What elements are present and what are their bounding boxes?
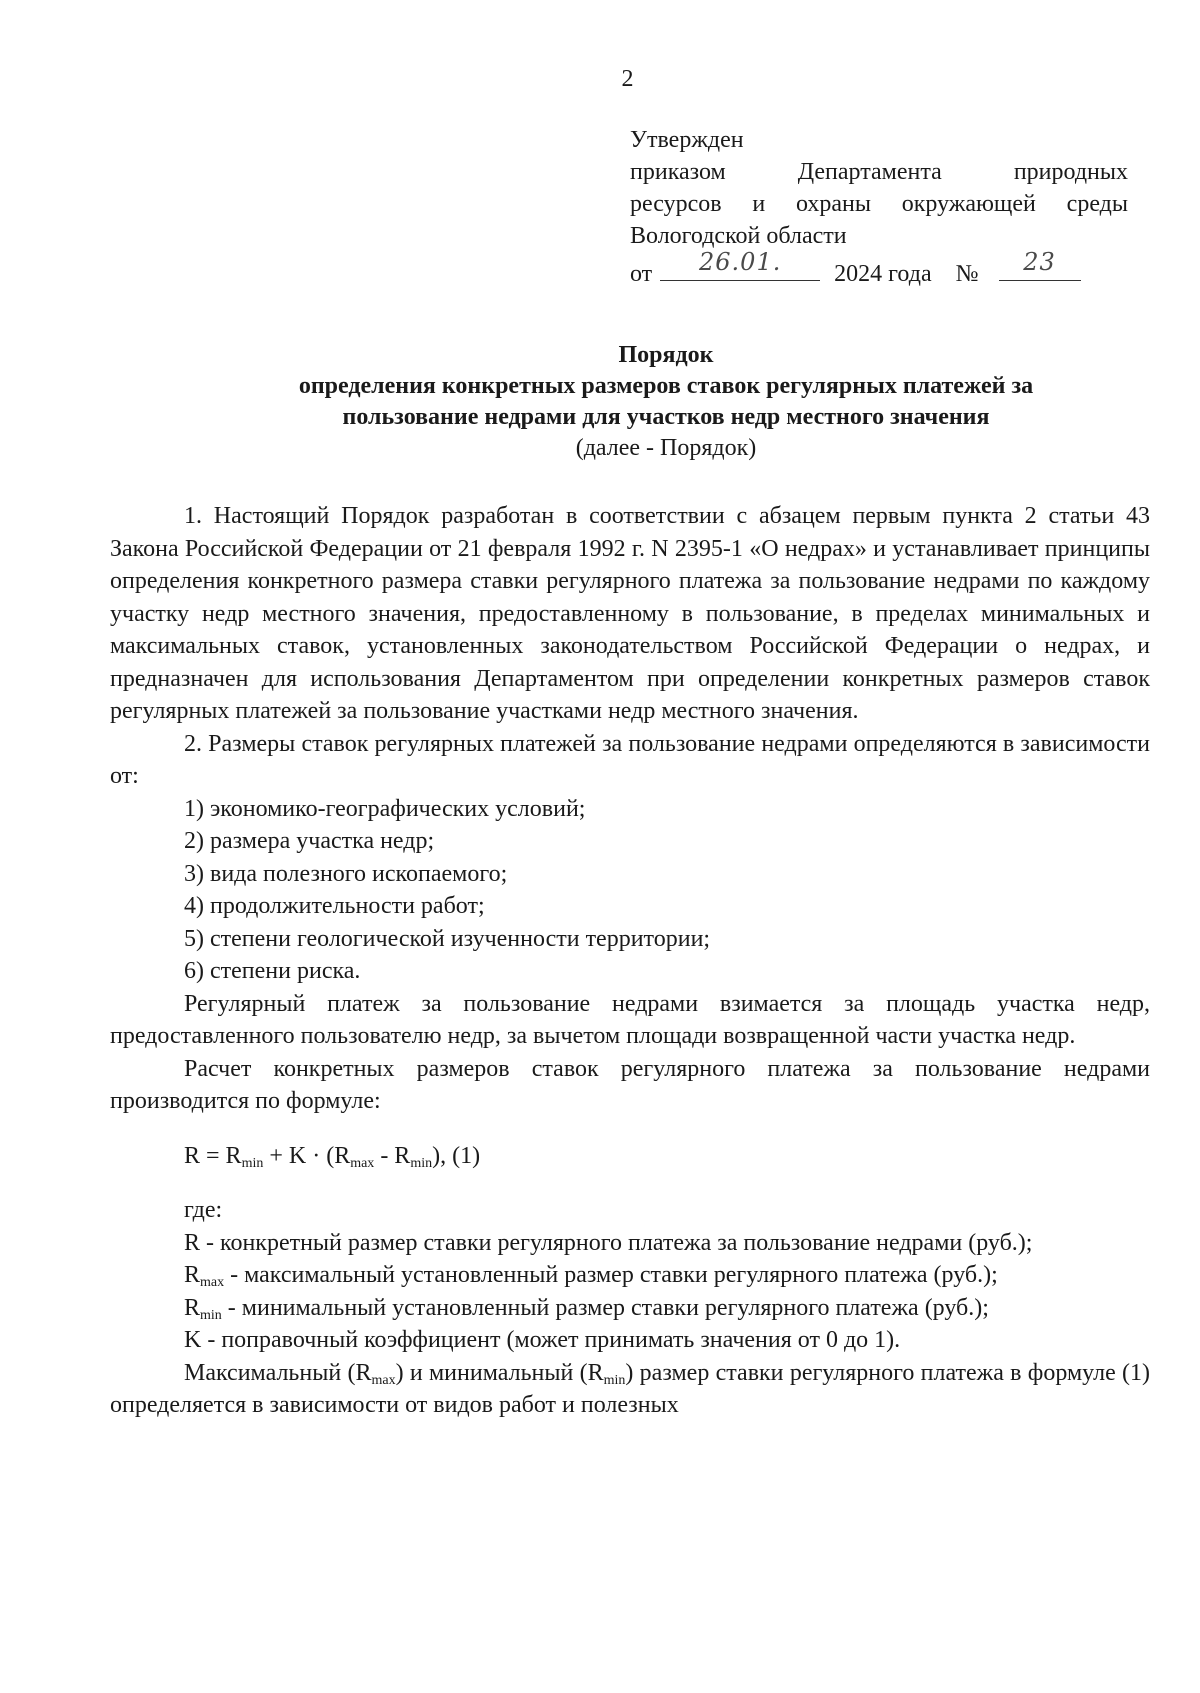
list-item: 3) вида полезного ископаемого; (184, 860, 508, 887)
definition-k: K - поправочный коэффициент (может принимать значения от 0 до 1). (184, 1327, 901, 1353)
approval-line-3: ресурсов и охраны окружающей среды (630, 191, 1128, 217)
definition-rmin: $R_{min}$ - минимальный установленный размер ставки регулярного платежа (руб.); (184, 1294, 989, 1323)
title-line-3: пользование недрами для участков недр местного значения (342, 404, 990, 430)
handwritten-number: 23 (1023, 248, 1056, 276)
where-label: где: (184, 1197, 223, 1223)
paragraph-4: Расчет конкретных размеров ставок регулярного платежа за пользование недрами производится по формуле: (110, 1055, 1150, 1114)
approval-line-4: Вологодской области (630, 223, 847, 249)
paragraph-last: Максимальный $(R_{max})$ и минимальный $(R_{min})$ размер ставки регулярного платежа в формуле (1) определяется в зависимости от видов работ и полезных (110, 1359, 1151, 1418)
approval-stamp-block (630, 124, 1128, 290)
year-label: 2024 года (834, 261, 932, 287)
approval-line-2: приказом Департамента природных (630, 159, 1128, 185)
number-field (999, 248, 1081, 281)
list-item: 4) продолжительности работ; (184, 893, 485, 919)
title-line-2: определения конкретных размеров ставок регулярных платежей за (298, 373, 1034, 399)
definition-rmax: $R_{max}$ - максимальный установленный размер ставки регулярного платежа (руб.); (184, 1262, 998, 1290)
date-field (660, 248, 820, 281)
list-item: 1) экономико-географических условий; (184, 795, 586, 822)
list-item: 2) размера участка недр; (184, 828, 435, 854)
paragraph-2: 2. Размеры ставок регулярных платежей за пользование недрами определяются в зависимости от: (110, 730, 1150, 789)
number-sign: № (955, 261, 979, 287)
document-body (110, 500, 1150, 1422)
title-short-name: (далее - Порядок) (575, 435, 757, 461)
paragraph-3: Регулярный платеж за пользование недрами взимается за площадь участка недр, предоставленного пользователю недр, за вычетом площади возвращенной части участка недр. (110, 990, 1150, 1049)
title-main: Порядок (618, 342, 714, 368)
page-number: 2 (621, 66, 634, 92)
paragraph-1: 1. Настоящий Порядок разработан в соответствии с абзацем первым пункта 2 статьи 43 Закона Российской Федерации от 21 февраля 1992 г. N 2395-1 «О недрах» и устанавливает принципы определения конкретного размера ставки регулярного платежа за пользование недрами по каждому участку недр местного значения, предоставленному в пользование, в пределах минимальных и максимальных ставок, установленных законодательством Российской Федерации о недрах, и предназначен для использования Департаментом при определении конкретных размеров ставок регулярных платежей за пользование участками недр местного значения. (110, 503, 1150, 724)
from-label: от (630, 261, 653, 287)
list-item: 6) степени риска. (184, 958, 361, 984)
approval-line-1: Утвержден (630, 127, 744, 153)
approval-date-row (630, 248, 1128, 290)
list-item: 5) степени геологической изученности территории; (184, 925, 711, 952)
formula: $R = R_{min} + K \cdot (R_{max} - R_{min})$, (1) (184, 1142, 481, 1171)
handwritten-date: 26.01. (699, 248, 782, 276)
document-title (110, 340, 1200, 464)
definition-r: R - конкретный размер ставки регулярного платежа за пользование недрами (руб.); (184, 1229, 1033, 1256)
